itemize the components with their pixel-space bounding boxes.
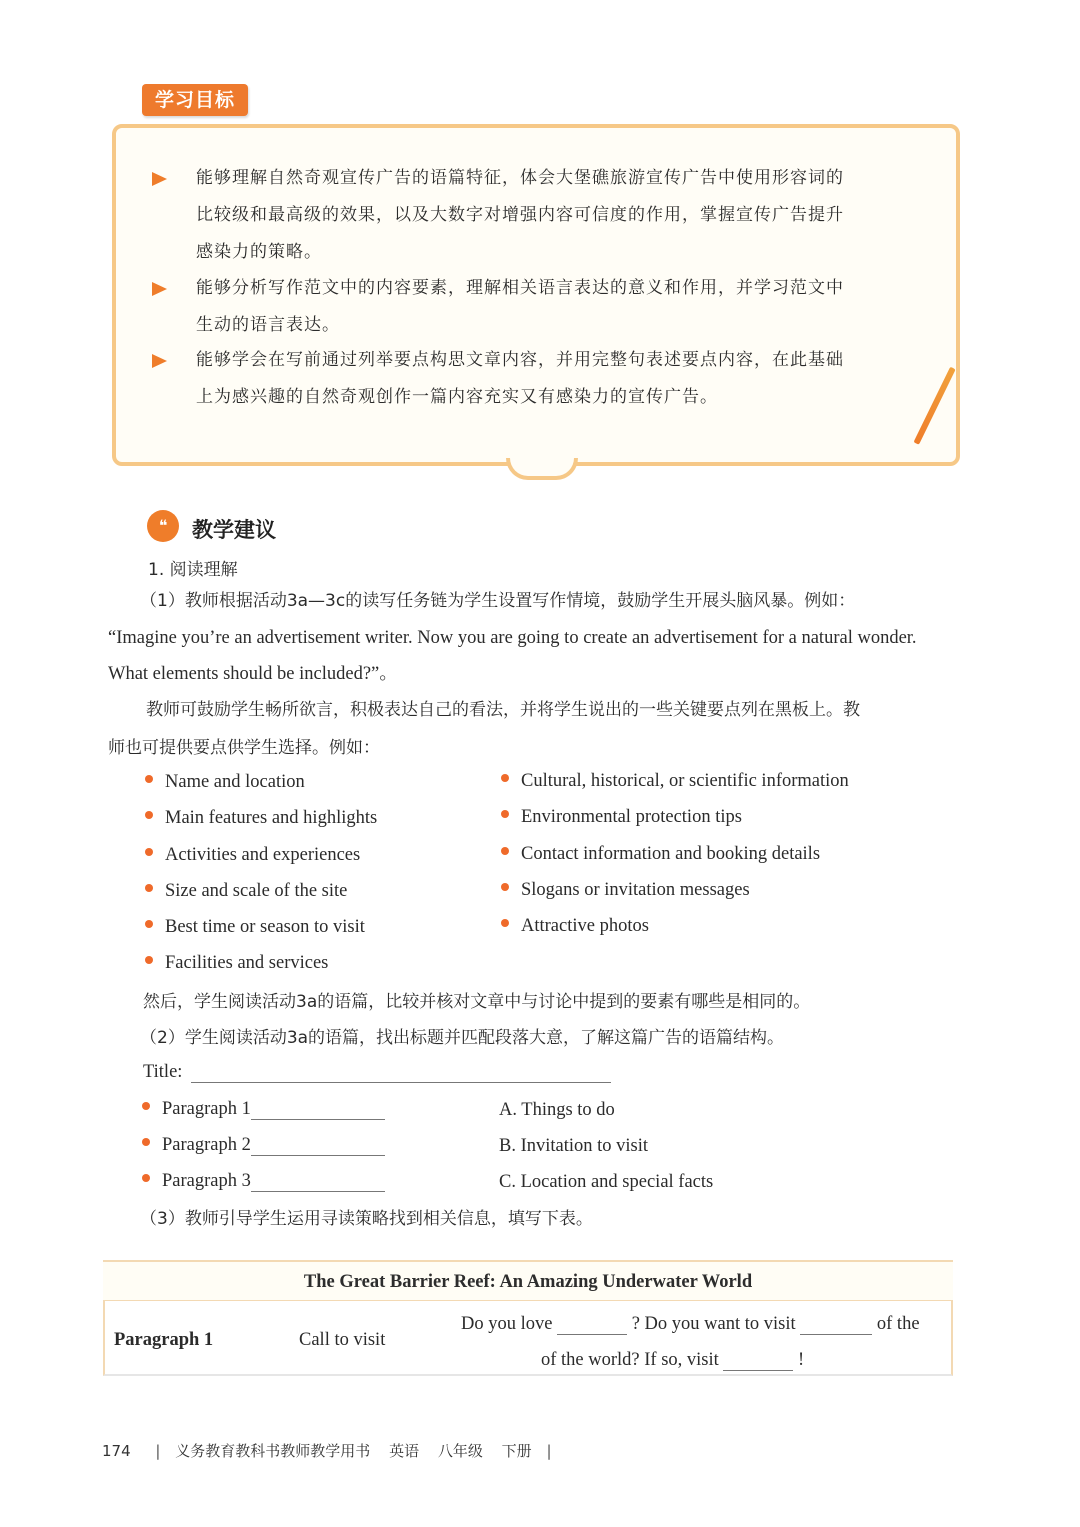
section-title: 教学建议 [192, 518, 276, 542]
list-item: Environmental protection tips [521, 807, 742, 828]
list-item: Attractive photos [521, 916, 649, 937]
option-item: B. Invitation to visit [499, 1136, 649, 1156]
grade: 八年级 [437, 1442, 483, 1460]
paragraph-2-line-1: 教师可鼓励学生畅所欲言，积极表达自己的看法，并将学生说出的一些关键要点列在黑板上。教 [146, 700, 860, 720]
table-text-line-2: of the world? If so, visit ! [541, 1350, 805, 1370]
bullet-dot-icon [145, 884, 153, 892]
match-row: Paragraph 2 [162, 1135, 385, 1156]
paragraph-1-line-3: What elements should be included?”。 [108, 664, 398, 684]
list-item: Facilities and services [165, 953, 328, 974]
bullet-dot-icon [145, 848, 153, 856]
answer-blank[interactable] [800, 1334, 872, 1335]
answer-blank[interactable] [557, 1334, 627, 1335]
list-item: Contact information and booking details [521, 844, 820, 865]
subsection-heading: 1. 阅读理解 [148, 560, 238, 580]
title-field-row: Title: [143, 1062, 611, 1083]
book-name: 义务教育教科书教师教学用书 [175, 1442, 371, 1460]
answer-blank[interactable] [251, 1155, 385, 1156]
speech-bubble-icon: ❝ [147, 510, 179, 542]
bullet-dot-icon [501, 883, 509, 891]
list-item: Slogans or invitation messages [521, 880, 750, 901]
arrow-bullet-icon [152, 354, 167, 368]
page-number: 174 [102, 1442, 131, 1460]
paragraph-5: （3）教师引导学生运用寻读策略找到相关信息，填写下表。 [140, 1209, 593, 1229]
objective-item-3: 能够学会在写前通过列举要点构思文章内容，并用完整句表述要点内容，在此基础 上为感兴趣的自然奇观创作一篇内容充实又有感染力的宣传广告。 [152, 342, 932, 416]
bullet-dot-icon [145, 956, 153, 964]
bullet-dot-icon [142, 1102, 150, 1110]
table-row-purpose: Call to visit [299, 1330, 386, 1350]
paragraph-1-line-1: （1）教师根据活动3a—3c的读写任务链为学生设置写作情境，鼓励学生开展头脑风暴。例如： [140, 591, 856, 611]
match-row: Paragraph 1 [162, 1099, 385, 1120]
table-title: The Great Barrier Reef: An Amazing Underwater World [303, 1272, 753, 1292]
list-item: Size and scale of the site [165, 881, 347, 902]
bullet-dot-icon [142, 1138, 150, 1146]
subject: 英语 [389, 1442, 420, 1460]
volume: 下册 [501, 1442, 532, 1460]
list-item: Name and location [165, 772, 305, 793]
objective-item-2: 能够分析写作范文中的内容要素，理解相关语言表达的意义和作用，并学习范文中 生动的语言表达。 [152, 270, 932, 344]
match-row: Paragraph 3 [162, 1171, 385, 1192]
title-blank[interactable] [191, 1082, 611, 1083]
bullet-dot-icon [145, 811, 153, 819]
bullet-dot-icon [501, 847, 509, 855]
paragraph-1-line-2: “Imagine you’re an advertisement writer. Now you are going to create an advertisement for a natural wonder. [108, 628, 917, 648]
bullet-dot-icon [501, 919, 509, 927]
arrow-bullet-icon [152, 172, 167, 186]
answer-blank[interactable] [723, 1370, 793, 1371]
objective-item-1: 能够理解自然奇观宣传广告的语篇特征，体会大堡礁旅游宣传广告中使用形容词的 比较级和最高级的效果，以及大数字对增强内容可信度的作用，掌握宣传广告提升 感染力的策略。 [152, 160, 932, 271]
page-footer: 174 | 义务教育教科书教师教学用书 英语 八年级 下册 | [102, 1442, 552, 1460]
bullet-dot-icon [501, 810, 509, 818]
paragraph-3: 然后，学生阅读活动3a的语篇，比较并核对文章中与讨论中提到的要素有哪些是相同的。 [143, 992, 811, 1012]
option-item: C. Location and special facts [499, 1172, 714, 1192]
list-item: Cultural, historical, or scientific information [521, 771, 849, 792]
paragraph-2-line-2: 师也可提供要点供学生选择。例如： [108, 738, 380, 758]
answer-blank[interactable] [251, 1191, 385, 1192]
arrow-bullet-icon [152, 282, 167, 296]
objectives-tag: 学习目标 [142, 84, 248, 116]
bullet-dot-icon [145, 775, 153, 783]
option-item: A. Things to do [499, 1100, 615, 1120]
bullet-dot-icon [501, 774, 509, 782]
bullet-dot-icon [145, 920, 153, 928]
objectives-box-notch [506, 458, 578, 480]
list-item: Best time or season to visit [165, 917, 365, 938]
paragraph-4: （2）学生阅读活动3a的语篇，找出标题并匹配段落大意，了解这篇广告的语篇结构。 [140, 1028, 785, 1048]
table-text-line-1: Do you love ? Do you want to visit of the [461, 1314, 920, 1334]
table-row-label: Paragraph 1 [114, 1330, 214, 1350]
list-item: Activities and experiences [165, 845, 360, 866]
answer-blank[interactable] [251, 1119, 385, 1120]
bullet-dot-icon [142, 1174, 150, 1182]
list-item: Main features and highlights [165, 808, 377, 829]
